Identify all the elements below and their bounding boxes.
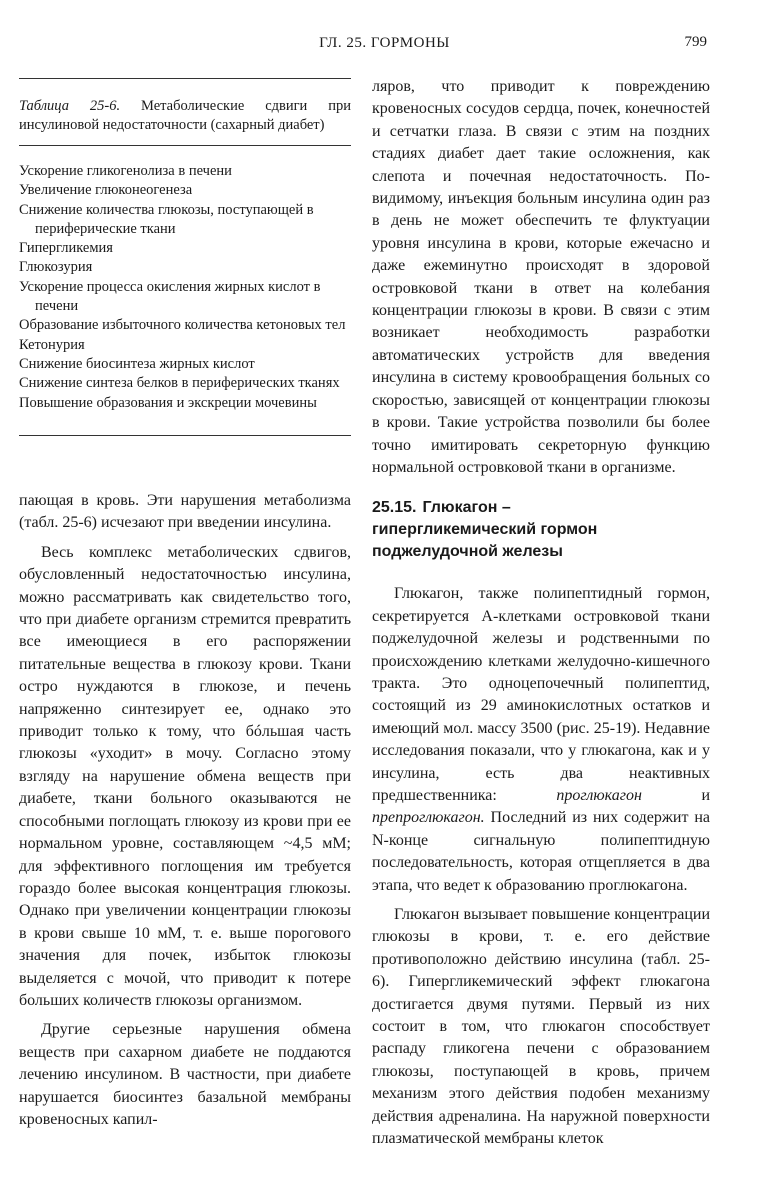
table-item: Глюкозурия: [19, 259, 93, 276]
paragraph: пающая в кровь. Эти нарушения метаболизма (табл. 25-6) исчезают при введении инсулина.: [19, 492, 351, 532]
left-column: [19, 78, 351, 436]
left-text-column: [19, 490, 351, 1131]
table-item: Образование избыточного количества кетоновых тел: [19, 317, 346, 334]
section-number: 25.15.: [372, 499, 417, 517]
table-items: [19, 162, 351, 413]
table-bottom-rule: [19, 435, 351, 436]
paragraph: [372, 583, 710, 897]
table-item: Снижение биосинтеза жирных кислот: [19, 355, 255, 372]
right-column: [372, 76, 710, 1150]
table-top-rule: [19, 78, 351, 79]
table-caption: [19, 97, 351, 135]
table-label: Таблица 25-6.: [19, 98, 121, 114]
term-preproglucagon: препроглюкагон.: [372, 809, 485, 827]
table-caption-text: Метаболические сдвиги при инсулиновой недостаточности (сахарный диабет): [19, 98, 351, 133]
paragraph: ляров, что приводит к повреждению кровеносных сосудов сердца, почек, конечностей и сетчатки глаза. В связи с этим на поздних стадиях диабет дает такие осложнения, как слепота и почечная недостаточность. По-видимому, инъекция больным инсулина один раз в день не может обеспечить те флуктуации уровня инсулина в крови, которые ежечасно и даже ежеминутно происходят в здоровой островковой ткани в ответ на колебания концентрации глюкозы в крови. В связи с этим возникает необходимость разработки автоматических устройств для введения инсулина в систему кровообращения больных со скоростью, зависящей от концентрации глюкозы в крови. Такие устройства позволили бы более точно имитировать секреторную функцию нормальной островковой ткани в организме.: [372, 78, 710, 476]
paragraph-text: Глюкагон, также полипептидный гормон, секретируется А-клетками островковой ткани поджелудочной железы и родственными по происхождению клетками желудочно-кишечного тракта. Это одноцепочечный полипептид, состоящий из 29 аминокислотных остатков и имеющий мол. массу 3500 (рис. 25-19). Недавние исследования показали, что у глюкагона, как и у инсулина, есть два неактивных предшественника:: [372, 585, 710, 804]
table-item: Гипергликемия: [19, 240, 113, 257]
table-item: Повышение образования и экскреции мочевины: [19, 394, 317, 411]
section-heading: [372, 497, 710, 563]
table-item: Увеличение глюконеогенеза: [19, 182, 193, 199]
paragraph: Весь комплекс метаболических сдвигов, обусловленный недостаточностью инсулина, можно рассматривать как свидетельство того, что при диабете организм стремится превратить все имеющиеся в его распоряжении питательные вещества в глюкозу крови. Ткани остро нуждаются в глюкозе, и печень напряженно синтезирует ее, однако это приводит только к тому, что бóльшая часть глюкозы «уходит» в мочу. Согласно этому взгляду на нарушение обмена веществ при диабете, ткани больного оказываются не способными поглощать глюкозу из крови при ее нормальном уровне, составляющем ~4,5 мМ; для эффективного поглощения им требуется гораздо более высокая концентрация глюкозы. Однако при увеличении концентрации глюкозы в крови свыше 10 мМ, т. е. выше порогового значения для почек, избыток глюкозы выделяется с мочой, что приводит к потере больших количеств глюкозы организмом.: [19, 543, 351, 1009]
table-item: Кетонурия: [19, 336, 85, 353]
paragraph-text: Последний из них содержит на N-конце сигнальную полипептидную последовательность, которая отщепляется в два этапа, что ведет к образованию проглюкагона.: [372, 809, 711, 894]
term-proglucagon: проглюкагон: [556, 786, 642, 804]
section-title-line: поджелудочной железы: [372, 543, 563, 561]
table-item: Снижение синтеза белков в периферических тканях: [19, 375, 340, 392]
conjunction: и: [701, 786, 710, 804]
table-item: Ускорение процесса окисления жирных кислот в печени: [19, 278, 321, 315]
section-title-line: гипергликемический гормон: [372, 521, 598, 539]
page-number: 799: [684, 34, 707, 50]
paragraph: Глюкагон вызывает повышение концентрации глюкозы в крови, т. е. его действие противоположно действию инсулина (табл. 25-6). Гипергликемический эффект глюкагона достигается двумя путями. Первый из них состоит в том, что глюкагон способствует распаду гликогена печени с образованием глюкозы, поступающей в кровь, причем механизм этого действия подобен механизму действия адреналина. На наружной поверхности плазматической мембраны клеток: [372, 906, 710, 1148]
table-header-rule: [19, 145, 351, 146]
table-item: Снижение количества глюкозы, поступающей в периферические ткани: [19, 201, 314, 237]
section-title-line: Глюкагон –: [422, 499, 511, 517]
running-title: ГЛ. 25. ГОРМОНЫ: [319, 35, 450, 51]
table-item: Ускорение гликогенолиза в печени: [19, 163, 232, 179]
paragraph: Другие серьезные нарушения обмена веществ при сахарном диабете не поддаются лечению инсулином. В частности, при диабете нарушается биосинтез базальной мембраны кровеносных капил-: [19, 1021, 351, 1128]
